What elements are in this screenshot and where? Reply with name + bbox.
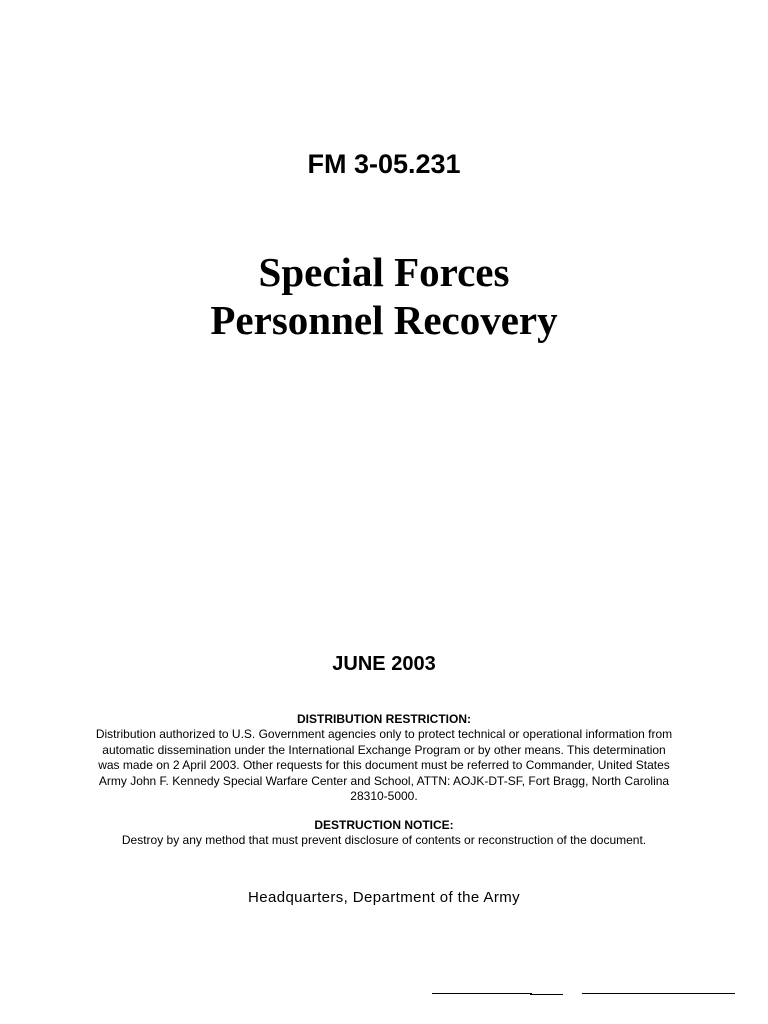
distribution-restriction-text: Distribution authorized to U.S. Government agencies only to protect technical or operational information from automatic dissemination under the International Exchange Program or by other means. This determination was made on 2 April 2003. Other requests for this document must be referred to Commander, United States Army John F. Kennedy Special Warfare Center and School, ATTN: AOJK-DT-SF, Fort Bragg, North Carolina 28310-5000. xyxy=(95,727,673,804)
distribution-restriction-heading: DISTRIBUTION RESTRICTION: xyxy=(297,712,471,726)
destruction-notice-heading: DESTRUCTION NOTICE: xyxy=(314,818,454,832)
headquarters-line: Headquarters, Department of the Army xyxy=(247,889,521,906)
field-manual-number: FM 3-05.231 xyxy=(307,149,461,179)
footer-rule-segment xyxy=(582,993,735,994)
footer-rule-segment xyxy=(432,993,532,994)
destruction-notice xyxy=(60,818,708,849)
distribution-restriction xyxy=(90,712,678,804)
footer-rule-segment xyxy=(530,994,563,995)
destruction-notice-text: Destroy by any method that must prevent disclosure of contents or reconstruction of the document. xyxy=(121,833,647,848)
title-line-2: Personnel Recovery xyxy=(210,297,558,343)
publication-date: JUNE 2003 xyxy=(332,653,436,675)
title-line-1: Special Forces xyxy=(258,249,510,295)
